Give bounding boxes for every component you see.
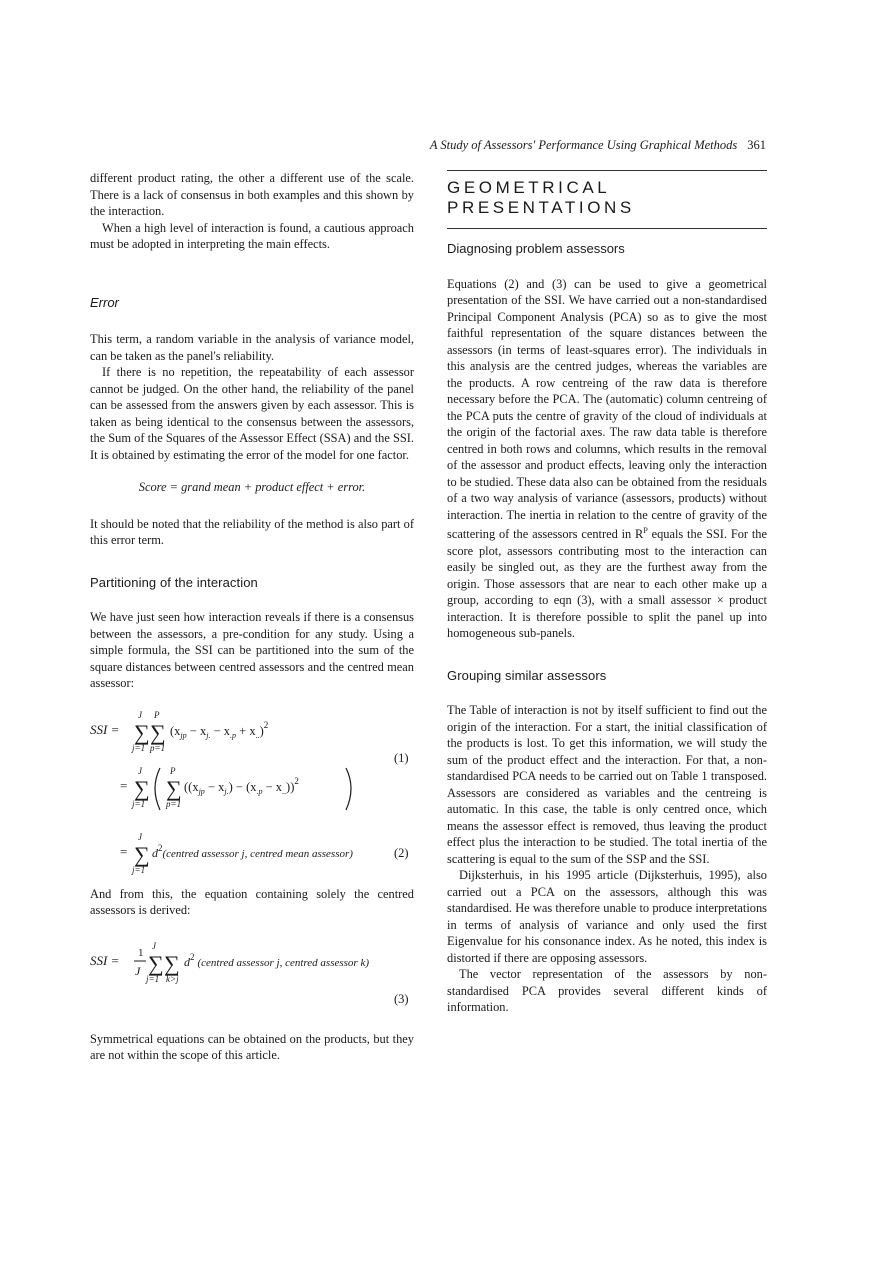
eq3-sub-j1: j=1 [146,973,160,984]
equation-1-2 [90,706,414,876]
eq3-frac-num: 1 [138,946,144,959]
eq1-line2-sigma-p: ∑ [166,775,182,801]
paragraph-symmetric: Symmetrical equations can be obtained on the products, but they are not within the scope of this article. [90,1031,414,1062]
equation-3 [90,931,414,1013]
paragraph-error-2: If there is no repetition, the repeatability of each assessor cannot be judged. On the other hand, the reliability of the panel can be assessed from the answers given by each assessor. This is taken as being identical to the consensus between the assessors, the Sum of the Squares of the Assessor Effect (SSA) and the SSI. It is obtained by estimating the error of the model for one factor. [90,365,414,462]
paragraph-grouping-3: The vector representation of the assessors by non-standardised PCA provides several different kinds of information. [447,967,767,1015]
eq2-equals: = [120,843,128,859]
eq1-line2-right-paren [346,768,351,810]
eq1-sigma-j: ∑ [134,719,150,745]
eq1-line2-left-paren [155,768,160,810]
eq2-number: (2) [394,845,409,860]
equation-1-2-svg [90,706,414,876]
eq3-sigma-k: ∑ [164,950,180,976]
eq2-sigma-j: ∑ [134,841,150,867]
eq1-line2-sigma-j: ∑ [134,775,150,801]
paragraph-diagnosing [447,276,767,642]
paragraph-derived: And from this, the equation containing solely the centred assessors is derived: [90,886,414,917]
eq1-line2-sup-P: P [170,765,176,776]
running-head [420,138,766,153]
eq3-lhs: SSI = [90,952,120,968]
running-head-title: A Study of Assessors' Performance Using Graphical Methods [429,138,738,152]
eq1-sup-P: P [154,709,160,720]
paragraph-grouping-1: The Table of interaction is not by itself sufficient to find out the origin of the interaction. For a start, the initial classification of the products is lost. To get this information, we will study the sum of the product effect and the interaction. For that, a non-standardised PCA needs to be carried out on Table 1 transposed. Assessors are considered as variables and the centreing is automatic. In this case, the table is only centred once, which means the assessor effect is removed, thus leaving the product effect plus the interaction to be studied. The total inertia of the scattering is equal to the sum of the SSP and the SSI. [447,703,767,866]
eq3-body: $d^2$ (centred assessor j, centred assessor k) [184,951,369,969]
eq1-number: (1) [394,750,409,765]
right-column [447,170,767,1016]
heading-error: Error [90,294,119,310]
section-heading-line-1: GEOMETRICAL [447,178,611,197]
page-number: 361 [747,138,766,152]
eq2-body: $d^2(centred$ assessor j, centred mean assessor) [152,842,353,860]
eq1-line2-sub-p1: p=1 [166,798,182,809]
eq1-lhs: SSI = [90,721,120,737]
paragraph-grouping-2: Dijksterhuis, in his 1995 article (Dijksterhuis, 1995), also carried out a PCA on the assessors, although this was standardised. He was therefore unable to produce interpretations in terms of analysis of variance and only used the first Eigenvalue for his consonance index. As he noted, this index is distorted if there are opposing assessors. [447,868,767,965]
eq1-line2-terms: $((x_{jp} - x_{j.}) - (x_{.p} - x_{..}))^2$ [184,775,299,796]
eq1-terms: $(x_{jp} - x_{j.} - x_{.p} + x_{..})^2$ [170,719,269,740]
superscript-p: P [643,526,648,535]
eq3-sup-J: J [152,940,156,951]
eq1-line2-equals: = [120,777,128,793]
paragraph-error-1: This term, a random variable in the analysis of variance model, can be taken as the panel's reliability. [90,332,414,363]
paragraph-partitioning: We have just seen how interaction reveals if there is a consensus between the assessors, a pre-condition for any study. Using a simple formula, the SSI can be partitioned into the sum of the square distances between centred assessors and the centred mean assessor: [90,610,414,690]
section-heading-geometrical [447,170,767,229]
paragraph-diagnosing-a: Equations (2) and (3) can be used to give a geometrical presentation of the SSI. We have carried out a non-standardised Principal Component Analysis (PCA) so as to give the most faithful representation of the square distances between the assessors (in terms of least-squares error). The individuals in this analysis are the centred judges, whereas the variables are the products. A row centreing of the raw data is therefore necessary before the PCA. The (automatic) column centreing of the PCA puts the centre of gravity of the cloud of individuals at the origin of the factorial axes. The raw data table is therefore centred in both rows and columns, which results in the removal of the assessor and product effects, leaving only the interaction to be studied. These data also can be obtained from the residuals of a two way analysis of variance (assessors, products) without interaction. The inertia in relation to the centre of gravity of the scattering of the assessors centred in R [447,276,767,542]
eq1-sigma-p: ∑ [150,719,166,745]
eq1-line2-sub-j1: j=1 [132,798,146,809]
eq1-sub-j1: j=1 [132,742,146,753]
eq2-sup-J: J [138,831,142,842]
section-heading-line-2: PRESENTATIONS [447,198,635,217]
eq2-sub-j1: j=1 [132,864,146,875]
eq3-frac-den: J [135,963,141,978]
eq3-number: (3) [394,991,409,1006]
heading-diagnosing: Diagnosing problem assessors [447,241,625,256]
eq1-sup-J: J [138,709,142,720]
eq3-sigma-j: ∑ [148,950,164,976]
paragraph-error-3: It should be noted that the reliability of the method is also part of this error term. [90,516,414,547]
heading-grouping: Grouping similar assessors [447,667,607,683]
paragraph-intro-1: different product rating, the other a different use of the scale. There is a lack of consensus in both examples and this shown by the interaction. [90,171,414,218]
eq1-line2-sup-J: J [138,765,142,776]
eq1-sub-p1: p=1 [150,742,166,753]
left-column [90,170,414,1064]
paragraph-intro-2: When a high level of interaction is found, a cautious approach must be adopted in interpreting the main effects. [90,220,414,251]
heading-partitioning: Partitioning of the interaction [90,574,258,590]
score-equation: Score = grand mean + product effect + error. [138,480,366,494]
equation-3-svg [90,931,414,1013]
eq3-sub-kj: k>j [166,973,179,984]
paragraph-diagnosing-b: equals the SSI. For the score plot, assessors contributing most to the interaction can easily be singled out, as they are the furthest away from the origin. Those assessors that are near to each other make up a group, according to eqn (3), with a small assessor × product interaction. It is therefore possible to split the panel up into homogeneous sub-panels. [447,527,767,641]
